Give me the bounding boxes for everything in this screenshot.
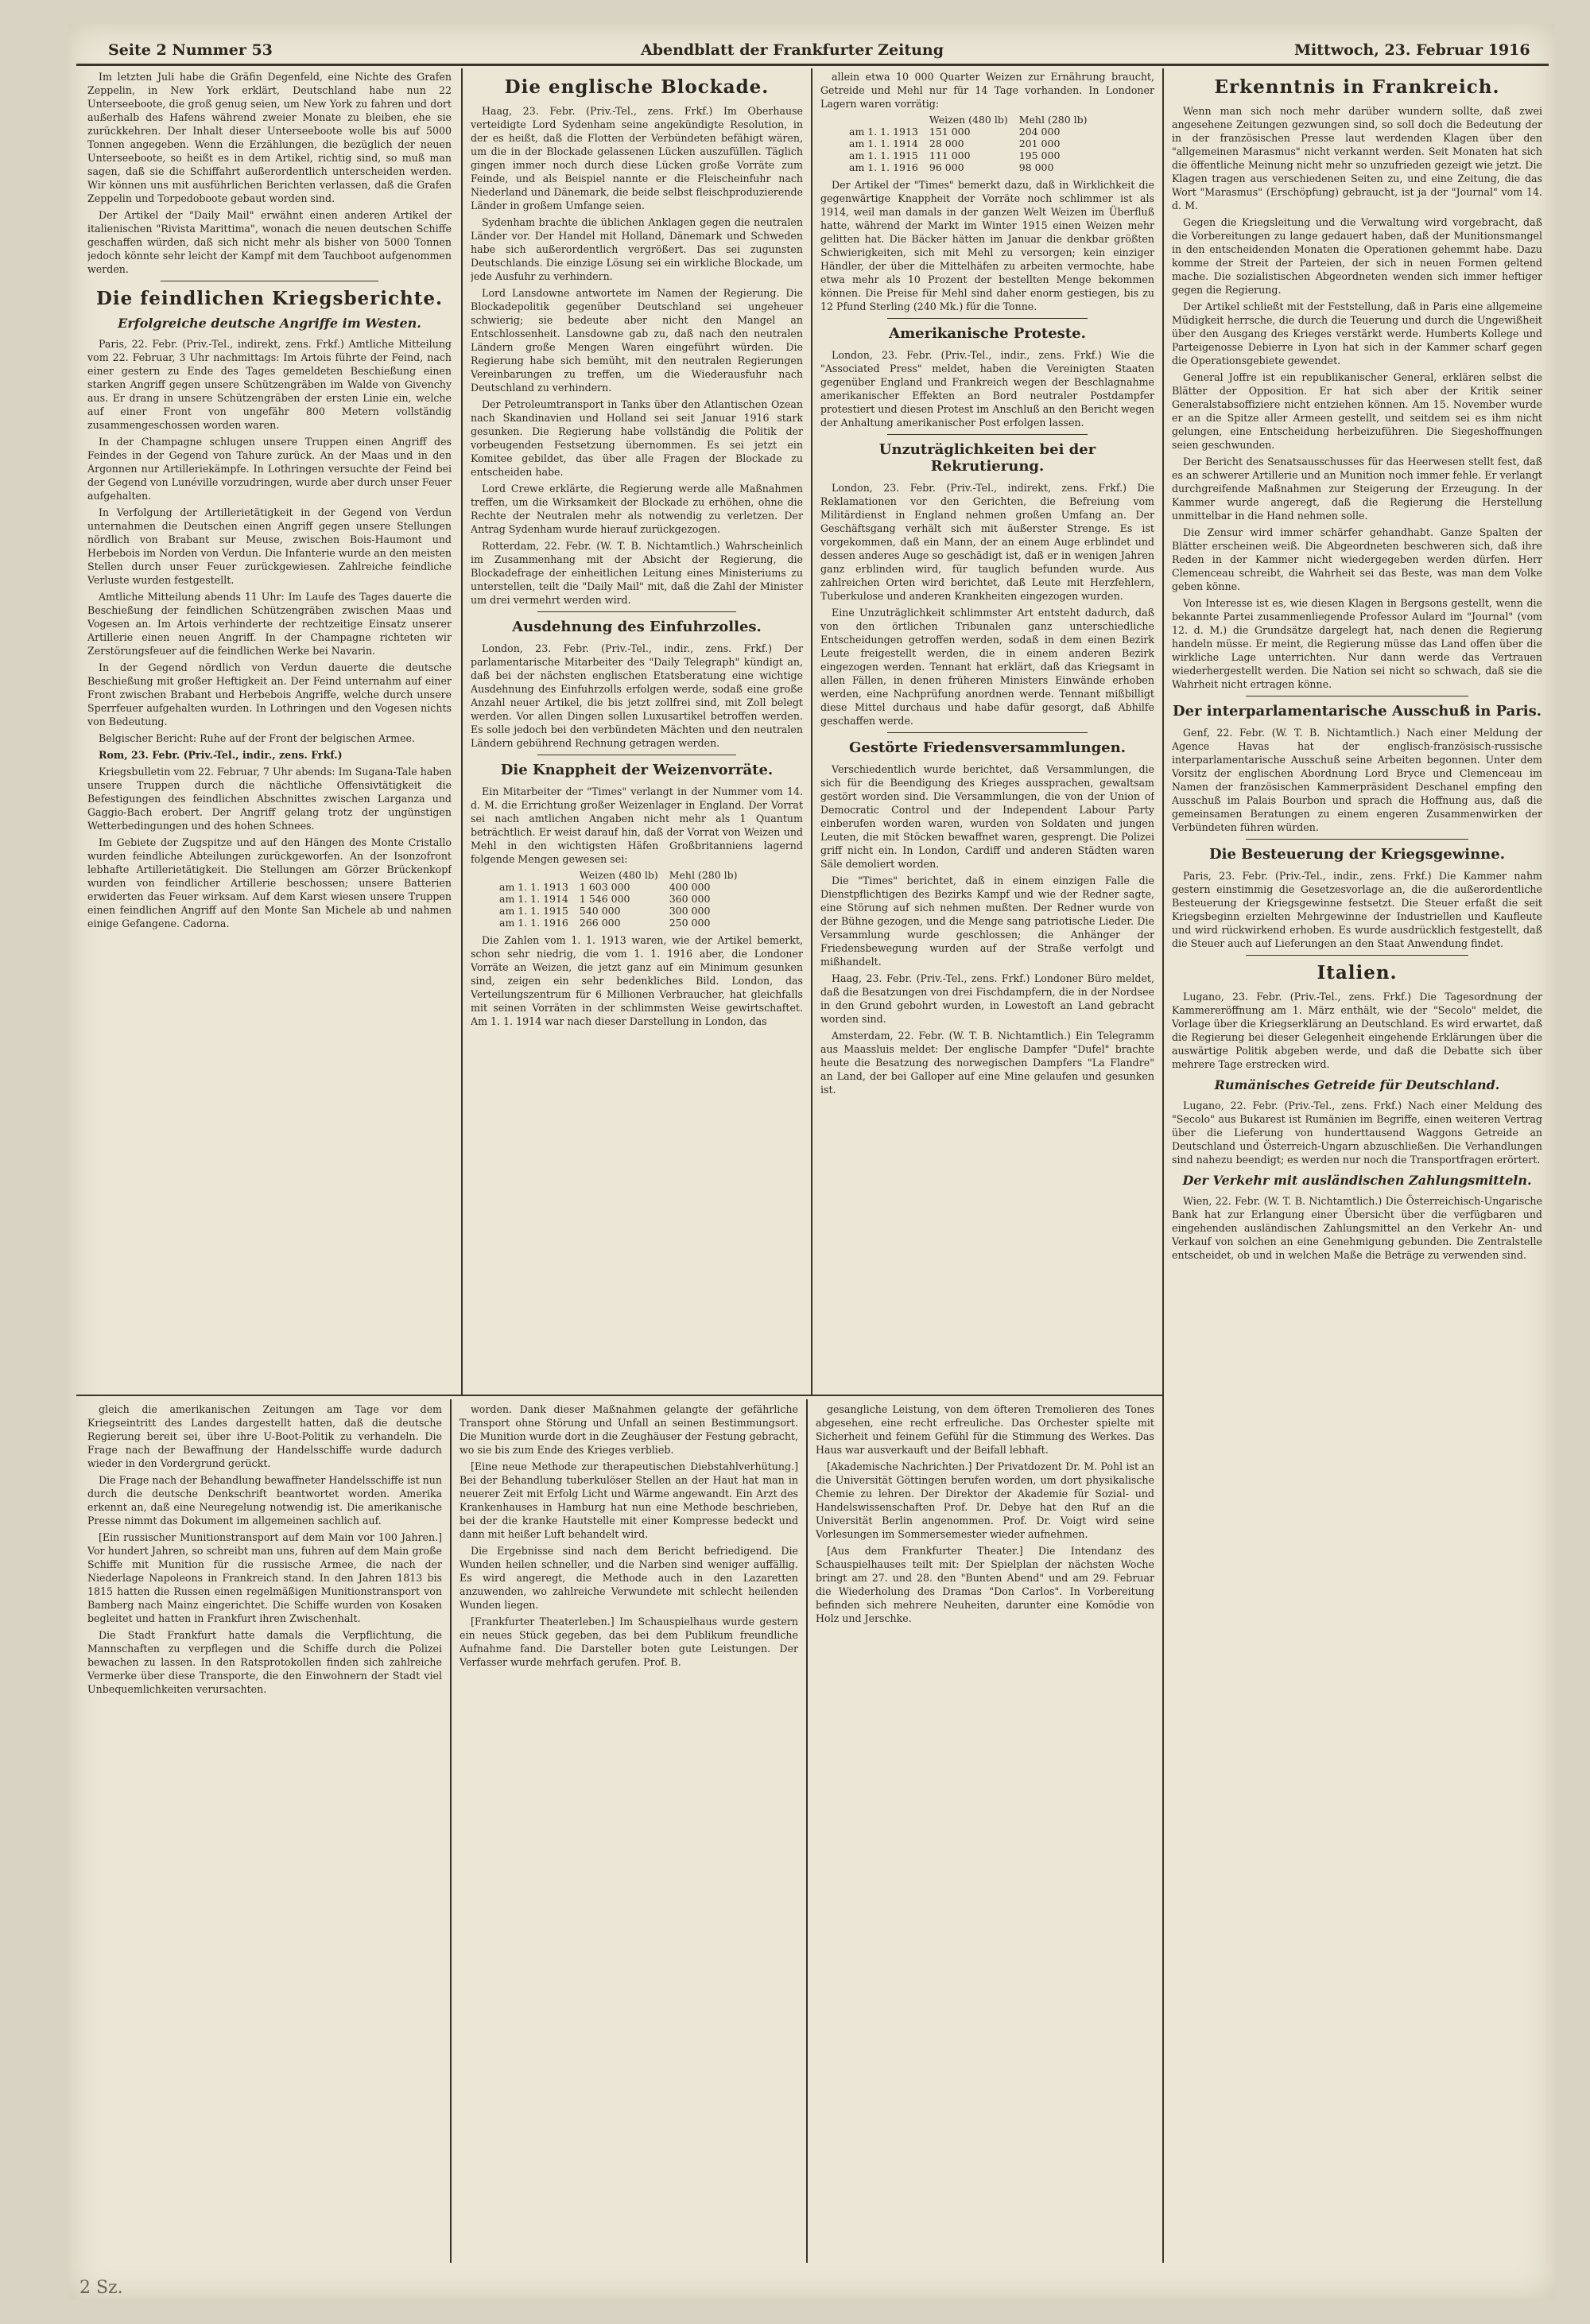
article-paragraph: Paris, 23. Febr. (Priv.-Tel., indir., zens. Frkf.) Die Kammer nahm gestern einstimmig die Gesetzesvorlage an, die die außerordentliche Besteuerung der Kriegsgewinne festsetzt. Die Steuer erfaßt die seit Kriegsbeginn erzielten Mehrgewinne der Industriellen und Kaufleute und wird rückwirkend erhoben. Es wurde ausdrücklich festgestellt, daß die Steuer auch auf Lieferungen an den Staat Anwendung findet. <box>1172 870 1542 949</box>
article-paragraph: Eine Unzuträglichkeit schlimmster Art entsteht dadurch, daß von den örtlichen Tribunalen ganz unterschiedliche Entscheidungen getroffen werden, sodaß in dem einen Bezirk Leute freigestellt werden, die in einem anderen Bezirk eingezogen werden. Tennant hat erklärt, daß das Kriegsamt in allen Fällen, in denen früheren Ministers Einwände erhoben werden, eine Nachprüfung anordnen werde. Tennant mißbilligt diese Mittel durchaus und habe dafür gesorgt, daß Abhilfe geschaffen werde. <box>820 607 1154 727</box>
article-paragraph: Genf, 22. Febr. (W. T. B. Nichtamtlich.) Nach einer Meldung der Agence Havas hat der englisch-französisch-russische interparlamentarische Ausschuß seine Arbeiten begonnen. Unter dem Vorsitz der englischen Abordnung Lord Bryce und Clemenceau im Namen der französischen Kammerpräsident Deschanel empfing den Ausschuß im Palais Bourbon und sprach die Hoffnung aus, daß die gemeinsamen Beratungen zu einem engeren Zusammenwirken der Verbündeten führen würden. <box>1172 727 1542 833</box>
article-paragraph: Paris, 22. Febr. (Priv.-Tel., indirekt, zens. Frkf.) Amtliche Mitteilung vom 22. Februar, 3 Uhr nachmittags: Im Artois führte der Feind, nach einer gestern zu Ende des Tages gemeldeten Beschießung einen starken Angriff gegen unsere Schützengräben im Walde von Givenchy aus. Er drang in unsere Schützengräben der ersten Linie ein, welche auf einer Front von ungefähr 800 Metern vollständig zusammengeschossen worden waren. <box>87 338 452 431</box>
article-paragraph: London, 23. Febr. (Priv.-Tel., indirekt, zens. Frkf.) Die Reklamationen vor den Gerichten, die Befreiung vom Militärdienst in England nehmen großen Umfang an. Der Geschäftsgang verhält sich mit äußerster Strenge. Es ist vorgekommen, daß ein Mann, der an einem Auge erblindet und dessen anderes Auge so geschädigt ist, daß er in wenigen Jahren ganz erblinden wird, für tauglich befunden wurde. Aus zahlreichen Orten wird berichtet, daß Leute mit Herzfehlern, Tuberkulose und anderen Krankheiten eingezogen wurden. <box>820 482 1154 602</box>
article-paragraph: Lord Crewe erklärte, die Regierung werde alle Maßnahmen treffen, um die Wirksamkeit der Blockade zu erhöhen, ohne die Rechte der Neutralen mehr als notwendig zu verletzen. Der Antrag Sydenham wurde hierauf zurückgezogen. <box>471 483 803 535</box>
article-paragraph: Amsterdam, 22. Febr. (W. T. B. Nichtamtlich.) Ein Telegramm aus Maassluis meldet: Der englische Dampfer "Dufel" brachte heute die Besatzung des norwegischen Dampfers "La Flandre" an Land, der bei Galloper auf eine Mine gelaufen und gesunken ist. <box>820 1030 1154 1096</box>
article-title: Die Knappheit der Weizenvorräte. <box>500 762 774 778</box>
article-paragraph: gesangliche Leistung, von dem öfteren Tremolieren des Tones abgesehen, eine recht erfreuliche. Das Orchester spielte mit Sicherheit und feinem Gefühl für die Stimmung des Werkes. Das Haus war ausverkauft und der Beifall lebhaft. <box>816 1403 1154 1456</box>
separator <box>887 732 1088 733</box>
article-title: Amerikanische Proteste. <box>889 325 1086 342</box>
article-paragraph: Haag, 23. Febr. (Priv.-Tel., zens. Frkf.) Londoner Büro meldet, daß die Besatzungen von drei Fischdampfern, die in der Nordsee in den Grund gebohrt wurden, in Lowestoft an Land gebracht worden sind. <box>820 972 1154 1025</box>
date-line: Mittwoch, 23. Februar 1916 <box>1294 41 1530 59</box>
article-paragraph: Der Bericht des Senatsausschusses für das Heerwesen stellt fest, daß es an schwerer Artillerie und an Munition noch immer fehle. Er verlangt durchgreifende Maßnahmen zur Steigerung der Erzeugung. In der Kammer wurde angeregt, daß die Regierung die Herstellung unmittelbar in die Hand nehmen solle. <box>1172 456 1542 522</box>
article-paragraph: Haag, 23. Febr. (Priv.-Tel., zens. Frkf.) Im Oberhause verteidigte Lord Sydenham seine angekündigte Resolution, in der es heißt, daß die Flotten der Verbündeten befähigt wären, um die in der Blockade gelassenen Lücken auszufüllen. Täglich gingen immer noch durch diese Lücken große Vorräte zum Feinde, und als Beispiel nannte er die Fleischeinfuhr nach Niederland und Dänemark, die beide selbst fleischproduzierende Länder in großem Umfange seien. <box>471 105 803 211</box>
table-header: Weizen (480 lb) <box>579 869 658 881</box>
table-row: am 1. 1. 1913 1 603 000 400 000 <box>499 881 711 893</box>
column-2 <box>471 70 803 1390</box>
article-title: Die feindlichen Kriegsberichte. <box>95 288 444 309</box>
column-divider <box>806 1399 808 2263</box>
article-title: Gestörte Friedensversammlungen. <box>849 739 1126 756</box>
article-paragraph: Die Zahlen vom 1. 1. 1913 waren, wie der Artikel bemerkt, schon sehr niedrig, die vom 1. 1. 1916 aber, die Londoner Vorräte an Weizen, die jetzt ganz auf ein Minimum gesunken sind, zeigen ein sehr bedenkliches Bild. London, das Verteilungszentrum für 6 Millionen Verbraucher, hat gleichfalls mit seinen Vorräten in der schlimmsten Weise gewirtschaftet. Am 1. 1. 1914 war nach dieser Darstellung in London, das <box>471 934 803 1027</box>
article-paragraph: Lugano, 22. Febr. (Priv.-Tel., zens. Frkf.) Nach einer Meldung des "Secolo" aus Bukarest ist Rumänien im Begriffe, einen weiteren Vertrag über die Lieferung von hunderttausend Waggons Getreide an Deutschland und Österreich-Ungarn abzuschließen. Die Verhandlungen sind nahezu beendigt; es werden nur noch die Transportfragen erörtert. <box>1172 1100 1542 1166</box>
article-title: Rumänisches Getreide für Deutschland. <box>1214 1077 1500 1092</box>
feuilleton-column-3 <box>816 1403 1154 2261</box>
article-paragraph: Die Frage nach der Behandlung bewaffneter Handelsschiffe ist nun durch die deutsche Denkschrift beantwortet worden. Amerika erkennt an, daß eine Neuregelung notwendig ist. Die amerikanische Presse nimmt das Dokument im allgemeinen sachlich auf. <box>87 1474 442 1527</box>
article-title: Der Verkehr mit ausländischen Zahlungsmitteln. <box>1182 1173 1532 1188</box>
page-number: Seite 2 Nummer 53 <box>108 41 273 59</box>
article-paragraph: Gegen die Kriegsleitung und die Verwaltung wird vorgebracht, daß die Vorbereitungen zu lange gedauert haben, daß der Munitionsmangel in den entscheidenden Monaten die Operationen gehemmt habe. Dazu komme der Streit der Parteien, der sich in neuen Formen geltend mache. Die sozialistischen Abgeordneten wenden sich immer heftiger gegen die Regierung. <box>1172 216 1542 296</box>
column-1 <box>87 70 452 1390</box>
article-paragraph: Die "Times" berichtet, daß in einem einzigen Falle die Dienstpflichtigen des Bezirks Kampf und wie der Redner sagte, eine Störung auf sich nehmen mußten. Der Redner wurde von der Bühne gezogen, und die Menge sang patriotische Lieder. Die Versammlung wurde geschlossen; die Anhänger der Friedensbewegung wurden auf der Straße verfolgt und mißhandelt. <box>820 875 1154 968</box>
article-paragraph: Lugano, 23. Febr. (Priv.-Tel., zens. Frkf.) Die Tagesordnung der Kammereröffnung am 1. März enthält, wie der "Secolo" meldet, die Vorlage über die Kriegserklärung an Deutschland. Es wird erwartet, daß die Regierung bei dieser Gelegenheit eingehende Erklärungen über die auswärtige Politik abgeben werde, und daß die Debatte sich über mehrere Tage erstrecken wird. <box>1172 991 1542 1070</box>
article-title: Unzuträglichkeiten bei der Rekrutierung. <box>878 441 1096 475</box>
article-paragraph: Die Stadt Frankfurt hatte damals die Verpflichtung, die Mannschaften zu verpflegen und die Schiffe durch die Polizei bewachen zu lassen. In den Ratsprotokollen finden sich zahlreiche Vermerke über diese Transporte, die den Einwohnern der Stadt viel Unbequemlichkeiten verursachten. <box>87 1629 442 1695</box>
wheat-table-london <box>849 114 1099 173</box>
table-row: am 1. 1. 1916 266 000 250 000 <box>499 917 711 929</box>
table-row: am 1. 1. 1915 540 000 300 000 <box>499 905 711 917</box>
table-row: am 1. 1. 1913 151 000 204 000 <box>849 126 1061 138</box>
article-paragraph: Amtliche Mitteilung abends 11 Uhr: Im Laufe des Tages dauerte die Beschießung der feindlichen Schützengräben zwischen Maas und Vogesen an. Im Artois verhinderte der rechtzeitige Einsatz unserer Artillerie einen neuen Angriff. In der Champagne richteten wir Zerstörungsfeuer auf die feindlichen Werke bei Navarin. <box>87 591 452 657</box>
article-paragraph: Von Interesse ist es, wie diesen Klagen in Bergsons gestellt, wenn die bekannte Partei zusammenliegende Professor Aulard im "Journal" (vom 12. d. M.) die Grundsätze dargelegt hat, nach denen die Regierung handeln müsse. Er meint, die Regierung müsse das Land offen über die wirkliche Lage unterrichten. Nur dann werde das Vertrauen wiederhergestellt werden. Die Nation sei nicht so schwach, daß sie die Wahrheit nicht ertragen könne. <box>1172 597 1542 690</box>
article-paragraph: Wien, 22. Febr. (W. T. B. Nichtamtlich.) Die Österreichisch-Ungarische Bank hat zur Erlangung einer Übersicht über die verfügbaren und eingehenden ausländischen Zahlungsmittel an den Verkehr An- und Verkauf von solchen an eine Genehmigung gebunden. Die Zentralstelle entscheidet, ob und in welchen Maße die Beträge zu verwenden sind. <box>1172 1195 1542 1261</box>
separator <box>1246 839 1468 840</box>
article-paragraph: In der Gegend nördlich von Verdun dauerte die deutsche Beschießung mit großer Heftigkeit an. Der Feind unternahm auf einer Front zwischen Brabant und Herbebois Angriffe, welche durch unsere Sperrfeuer aufgehalten wurden. In Lothringen und den Vogesen nichts von Bedeutung. <box>87 662 452 727</box>
article-paragraph: Im letzten Juli habe die Gräfin Degenfeld, eine Nichte des Grafen Zeppelin, in New York erklärt, Deutschland habe nun 22 Unterseeboote, die groß genug seien, um New York zu fahren und dort außerhalb des Hafens während zweier Monate zu bleiben, ehe sie zurückkehren. Der Inhalt dieser Unterseeboote wolle bis auf 5000 Tonnen angegeben. Wenn die Erzählungen, die bezüglich der neuen Unterseeboote, so heißt es in dem Artikel, richtig sind, so muß man sagen, daß sie die Schiffahrt außerordentlich unterscheiden werden. Wir können uns mit ausführlichen Berichten verlassen, daß die Grafen Zeppelin und Torpedoboote gebaut worden sind. <box>87 71 452 204</box>
masthead <box>76 38 1549 62</box>
column-divider <box>450 1399 452 2263</box>
separator <box>537 611 737 612</box>
feuilleton-column-1 <box>87 1403 442 2261</box>
wheat-table-national <box>499 869 749 929</box>
table-row: am 1. 1. 1915 111 000 195 000 <box>849 149 1061 161</box>
table-header: Mehl (280 lb) <box>1018 114 1088 126</box>
article-paragraph: In Verfolgung der Artillerietätigkeit in der Gegend von Verdun unternahmen die Deutschen einen Angriff gegen unsere Stellungen nördlich von Brabant sur Meuse, zwischen Bois-Haumont und Herbebois im Norden von Verdun. Die Infanterie wurde an den meisten Stellen durch unser Feuer zurückgewiesen. Zahlreiche feindliche Verluste wurden festgestellt. <box>87 506 452 586</box>
article-title: Die englische Blockade. <box>504 76 770 98</box>
article-paragraph: gleich die amerikanischen Zeitungen am Tage vor dem Kriegseintritt des Landes dargestellt hatten, daß die deutsche Regierung bereit sei, über ihre U-Boot-Politik zu verhandeln. Die Frage nach der Bewaffnung der Handelsschiffe wurde dadurch wieder in den Vordergrund gerückt. <box>87 1403 442 1469</box>
article-paragraph: General Joffre ist ein republikanischer General, erklären selbst die Blätter der Opposition. Er hat sich aber der Kritik seiner Generalstabsoffiziere nicht entziehen können. Am 15. November wurde er an die Spitze aller Armeen gestellt, und seitdem sei es ihm nicht gelungen, eine Entscheidung herbeizuführen. Die Siegeshoffnungen seien geschwunden. <box>1172 371 1542 451</box>
table-row: am 1. 1. 1914 1 546 000 360 000 <box>499 893 711 905</box>
table-row: am 1. 1. 1916 96 000 98 000 <box>849 161 1054 173</box>
article-subtitle: Erfolgreiche deutsche Angriffe im Westen. <box>118 316 421 331</box>
feuilleton-column-2 <box>460 1403 798 2261</box>
article-paragraph: Ein Mitarbeiter der "Times" verlangt in der Nummer vom 14. d. M. die Errichtung großer Weizenlager in England. Der Vorrat sei nach amtlichen Angaben nicht mehr als 1 Quantum beträchtlich. Er weist darauf hin, daß der Vorrat von Weizen und Mehl in den wichtigsten Häfen Großbritanniens lagernd folgende Mengen gewesen sei: <box>471 786 803 865</box>
article-title: Der interparlamentarische Ausschuß in Paris. <box>1172 703 1542 720</box>
column-3 <box>820 70 1154 1390</box>
article-paragraph: Lord Lansdowne antwortete im Namen der Regierung. Die Blockadepolitik gegenüber Deutschland sei ungeheuer schwierig; sie bedeute aber nicht den Mangel an Entschlossenheit. Lansdowne gab zu, daß nach den neutralen Ländern große Mengen Waren eingeführt würden. Die Regierung habe sich bemüht, mit den neutralen Regierungen Vereinbarungen zu treffen, um die Wiederausfuhr nach Deutschland zu verhindern. <box>471 287 803 394</box>
paper-title: Abendblatt der Frankfurter Zeitung <box>641 41 944 59</box>
article-paragraph: London, 23. Febr. (Priv.-Tel., indir., zens. Frkf.) Der parlamentarische Mitarbeiter des "Daily Telegraph" kündigt an, daß bei der nächsten englischen Etatsberatung eine wichtige Ausdehnung des Einfuhrzolls erfolgen werde, sodaß eine große Anzahl neuer Artikel, die bis jetzt zollfrei sind, mit Zoll belegt werden. Vor allen Dingen sollen Luxusartikel betroffen werden. Es solle jedoch bei den verbündeten Mächten und den neutralen Ländern gebührend Rechnung getragen werden. <box>471 642 803 749</box>
article-title: Ausdehnung des Einfuhrzolles. <box>512 619 762 635</box>
article-paragraph: [Akademische Nachrichten.] Der Privatdozent Dr. M. Pohl ist an die Universität Göttingen berufen worden, um dort physikalische Chemie zu lehren. Der Direktor der Akademie für Sozial- und Handelswissenschaften Prof. Dr. Debye hat den Ruf an die Universität Berlin angenommen. Prof. Dr. Voigt wird seine Vorlesungen im Sommersemester wieder aufnehmen. <box>816 1461 1154 1540</box>
article-paragraph: Im Gebiete der Zugspitze und auf den Hängen des Monte Cristallo wurden feindliche Abteilungen zurückgeworfen. An der Isonzofront lebhafte Artillerietätigkeit. Die Stellungen am Görzer Brückenkopf wurden von feindlicher Artillerie beschossen; unsere Batterien erwiderten das Feuer wirksam. Auf dem Karst wiesen unsere Truppen einen feindlichen Angriff auf den Monte San Michele ab und nahmen einige Gefangene. Cadorna. <box>87 836 452 929</box>
article-paragraph: Der Artikel der "Times" bemerkt dazu, daß in Wirklichkeit die gegenwärtige Knappheit der Vorräte noch schlimmer ist als 1914, weil man damals in der ganzen Welt Weizen im Überfluß hatte, während der Markt im Winter 1915 einen Weizen mehr gelitten hat. Die Bäcker hätten im Januar die denkbar größten Schwierigkeiten, sich mit Mehl zu versorgen; kein einziger Händler, der über die Mittelhäfen zu arbeiten vermochte, habe etwa mehr als 10 Prozent der bestellten Menge bekommen können. Die Preise für Mehl sind daher enorm gestiegen, bis zu 12 Pfund Sterling (240 Mk.) für die Tonne. <box>820 179 1154 312</box>
column-4 <box>1172 70 1542 2260</box>
table-header: Mehl (280 lb) <box>669 869 738 881</box>
article-paragraph: [Eine neue Methode zur therapeutischen Diebstahlverhütung.] Bei der Behandlung tuberkulöser Stellen an der Haut hat man in neuerer Zeit mit Erfolg Licht und Wärme angewandt. Ein Arzt des Krankenhauses in Hamburg hat nun eine Methode beschrieben, bei der die kranke Hautstelle mit einer Kompresse bedeckt und dann mit heißer Luft behandelt wird. <box>460 1461 798 1540</box>
separator <box>887 318 1088 319</box>
column-divider <box>811 68 812 1395</box>
article-paragraph: Sydenham brachte die üblichen Anklagen gegen die neutralen Länder vor. Der Handel mit Holland, Dänemark und Schweden habe sich außerordentlich vergrößert. Das sei zugunsten Deutschlands. Die einzige Lösung sei ein wirkliche Blockade, um jede Ausfuhr zu verhindern. <box>471 216 803 282</box>
article-paragraph: Verschiedentlich wurde berichtet, daß Versammlungen, die sich für die Beendigung des Krieges aussprachen, gewaltsam gestört worden sind. Die Versammlungen, die von der Union of Democratic Control und der Independent Labour Party einberufen worden waren, wurden von Soldaten und jungen Leuten, die mit Stöcken bewaffnet waren, gesprengt. Die Polizei griff nicht ein. In London, Cardiff und anderen Städten waren Säle demoliert worden. <box>820 763 1154 870</box>
article-paragraph: [Ein russischer Munitionstransport auf dem Main vor 100 Jahren.] Vor hundert Jahren, so schreibt man uns, fuhren auf dem Main große Schiffe mit Munition für die russische Armee, die nach der Niederlage Napoleons in Frankreich stand. In den Jahren 1813 bis 1815 hatten die Russen einen regelmäßigen Munitionstransport von Bamberg nach Mainz eingerichtet. Die Schiffe wurden von Kosaken begleitet und hatten in Frankfurt ihren Zwischenhalt. <box>87 1531 442 1624</box>
table-row: am 1. 1. 1914 28 000 201 000 <box>849 138 1061 149</box>
article-paragraph: [Frankfurter Theaterleben.] Im Schauspielhaus wurde gestern ein neues Stück gegeben, das bei dem Publikum freundliche Aufnahme fand. Die Darsteller boten gute Leistungen. Der Verfasser wurde mehrfach gerufen. Prof. B. <box>460 1616 798 1668</box>
article-paragraph: [Aus dem Frankfurter Theater.] Die Intendanz des Schauspielhauses teilt mit: Der Spielplan der nächsten Woche bringt am 27. und 28. den "Bunten Abend" und am 29. Februar die Wiederholung des Dramas "Don Carlos". In Vorbereitung befinden sich mehrere Neuheiten, darunter eine Komödie von Holz und Jerschke. <box>816 1545 1154 1624</box>
article-paragraph: Wenn man sich noch mehr darüber wundern sollte, daß zwei angesehene Zeitungen gezwungen sind, so soll doch die Bedeutung der in der französischen Presse laut werdenden Klagen über den "allgemeinen Marasmus" nicht verkannt werden. Seit Monaten hat sich die öffentliche Meinung nicht mehr so unzufrieden gezeigt wie jetzt. Die Klagen tragen aus verschiedenen Seiten zu, und eine Zeitung, die das Wort "Marasmus" (Erschöpfung) gebraucht, ist ja der "Journal" vom 14. d. M. <box>1172 105 1542 211</box>
dateline: Rom, 23. Febr. (Priv.-Tel., indir., zens. Frkf.) <box>99 749 343 761</box>
article-paragraph: Kriegsbulletin vom 22. Februar, 7 Uhr abends: Im Sugana-Tale haben unsere Truppen durch die nächtliche Offensivtätigkeit die Befestigungen des feindlichen Abschnittes zwischen Larganza und Gaggio-Bach erobert. Der Angriff gelang trotz der ungünstigen Wetterbedingungen und des hohen Schnees. <box>87 766 452 832</box>
article-paragraph: Der Petroleumtransport in Tanks über den Atlantischen Ozean nach Skandinavien und Holland sei seit Januar 1916 stark gesunken. Die Regierung habe vollständig die Politik der vorbeugenden Festsetzung übernommen. Es sei jetzt ein Komitee gebildet, das über alle Fragen der Blockade zu entscheiden habe. <box>471 398 803 478</box>
table-header: Weizen (480 lb) <box>929 114 1008 126</box>
article-paragraph: Belgischer Bericht: Ruhe auf der Front der belgischen Armee. <box>99 732 415 744</box>
article-title: Erkenntnis in Frankreich. <box>1214 76 1500 98</box>
article-paragraph: Die Zensur wird immer schärfer gehandhabt. Ganze Spalten der Blätter erscheinen weiß. Die Abgeordneten beschweren sich, daß ihre Reden in der Kammer nicht wiedergegeben werden dürfen. Herr Clemenceau schreibt, die Wahrheit sei das Beste, was man dem Volke geben könne. <box>1172 526 1542 592</box>
column-divider <box>461 68 463 1395</box>
page-mark: 2 Sz. <box>80 2278 123 2298</box>
feuilleton-rule <box>76 1395 1162 1396</box>
article-paragraph: worden. Dank dieser Maßnahmen gelangte der gefährliche Transport ohne Störung und Unfall an seinen Bestimmungsort. Die Munition wurde dort in die Zeughäuser der Festung gebracht, wo sie bis zum Ende des Krieges verblieb. <box>460 1403 798 1456</box>
separator <box>1246 955 1468 956</box>
separator <box>887 434 1088 435</box>
article-title: Italien. <box>1317 962 1398 984</box>
article-paragraph: Rotterdam, 22. Febr. (W. T. B. Nichtamtlich.) Wahrscheinlich im Zusammenhang mit der Absicht der Regierung, die Blockadefrage der einheitlichen Leitung eines Ministeriums zu unterstellen, teilt die "Daily Mail" mit, daß die Zahl der Minister um drei vermehrt werden wird. <box>471 540 803 606</box>
article-paragraph: Der Artikel der "Daily Mail" erwähnt einen anderen Artikel der italienischen "Rivista Marittima", wonach die neuen deutschen Schiffe geschaffen würden, daß sich nicht mehr als bisher von 5000 Tonnen jedoch könnte sehr leicht der Kampf mit dem Tauchboot aufgenommen werden. <box>87 209 452 275</box>
article-paragraph: London, 23. Febr. (Priv.-Tel., indir., zens. Frkf.) Wie die "Associated Press" meldet, haben die Vereinigten Staaten gegenüber England und Frankreich wegen der Beschlagnahme amerikanischer Effekten an Bord neutraler Postdampfer protestiert und diesen Protest im Anschluß an den Bericht wegen der Anhaltung amerikanischer Post erfolgen lassen. <box>820 349 1154 429</box>
column-divider <box>1162 68 1164 2263</box>
article-title: Die Besteuerung der Kriegsgewinne. <box>1209 846 1505 863</box>
masthead-rule <box>76 64 1549 66</box>
article-paragraph: allein etwa 10 000 Quarter Weizen zur Ernährung braucht, Getreide und Mehl nur für 14 Tage vorhanden. In Londoner Lagern waren vorrätig: <box>820 71 1154 110</box>
article-paragraph: Der Artikel schließt mit der Feststellung, daß in Paris eine allgemeine Müdigkeit herrsche, die durch die Teuerung und durch die Ungewißheit über den Ausgang des Krieges verstärkt werde. Humberts Kollege und Parteigenosse Debierre in Lyon hat sich in der Kammer scharf gegen die Operationsgebiete gewendet. <box>1172 301 1542 367</box>
article-paragraph: In der Champagne schlugen unsere Truppen einen Angriff des Feindes in der Gegend von Tahure zurück. An der Maas und in den Argonnen nur Artilleriekämpfe. In Lothringen versuchte der Feind bei der Gegend von Lunéville vorzudringen, wurde aber durch unser Feuer aufgehalten. <box>87 436 452 502</box>
article-paragraph: Die Ergebnisse sind nach dem Bericht befriedigend. Die Wunden heilen schneller, und die Narben sind weniger auffällig. Es wird angeregt, die Methode auch in den Lazaretten anzuwenden, wo zahlreiche Verwundete mit schlecht heilenden Wunden liegen. <box>460 1545 798 1611</box>
